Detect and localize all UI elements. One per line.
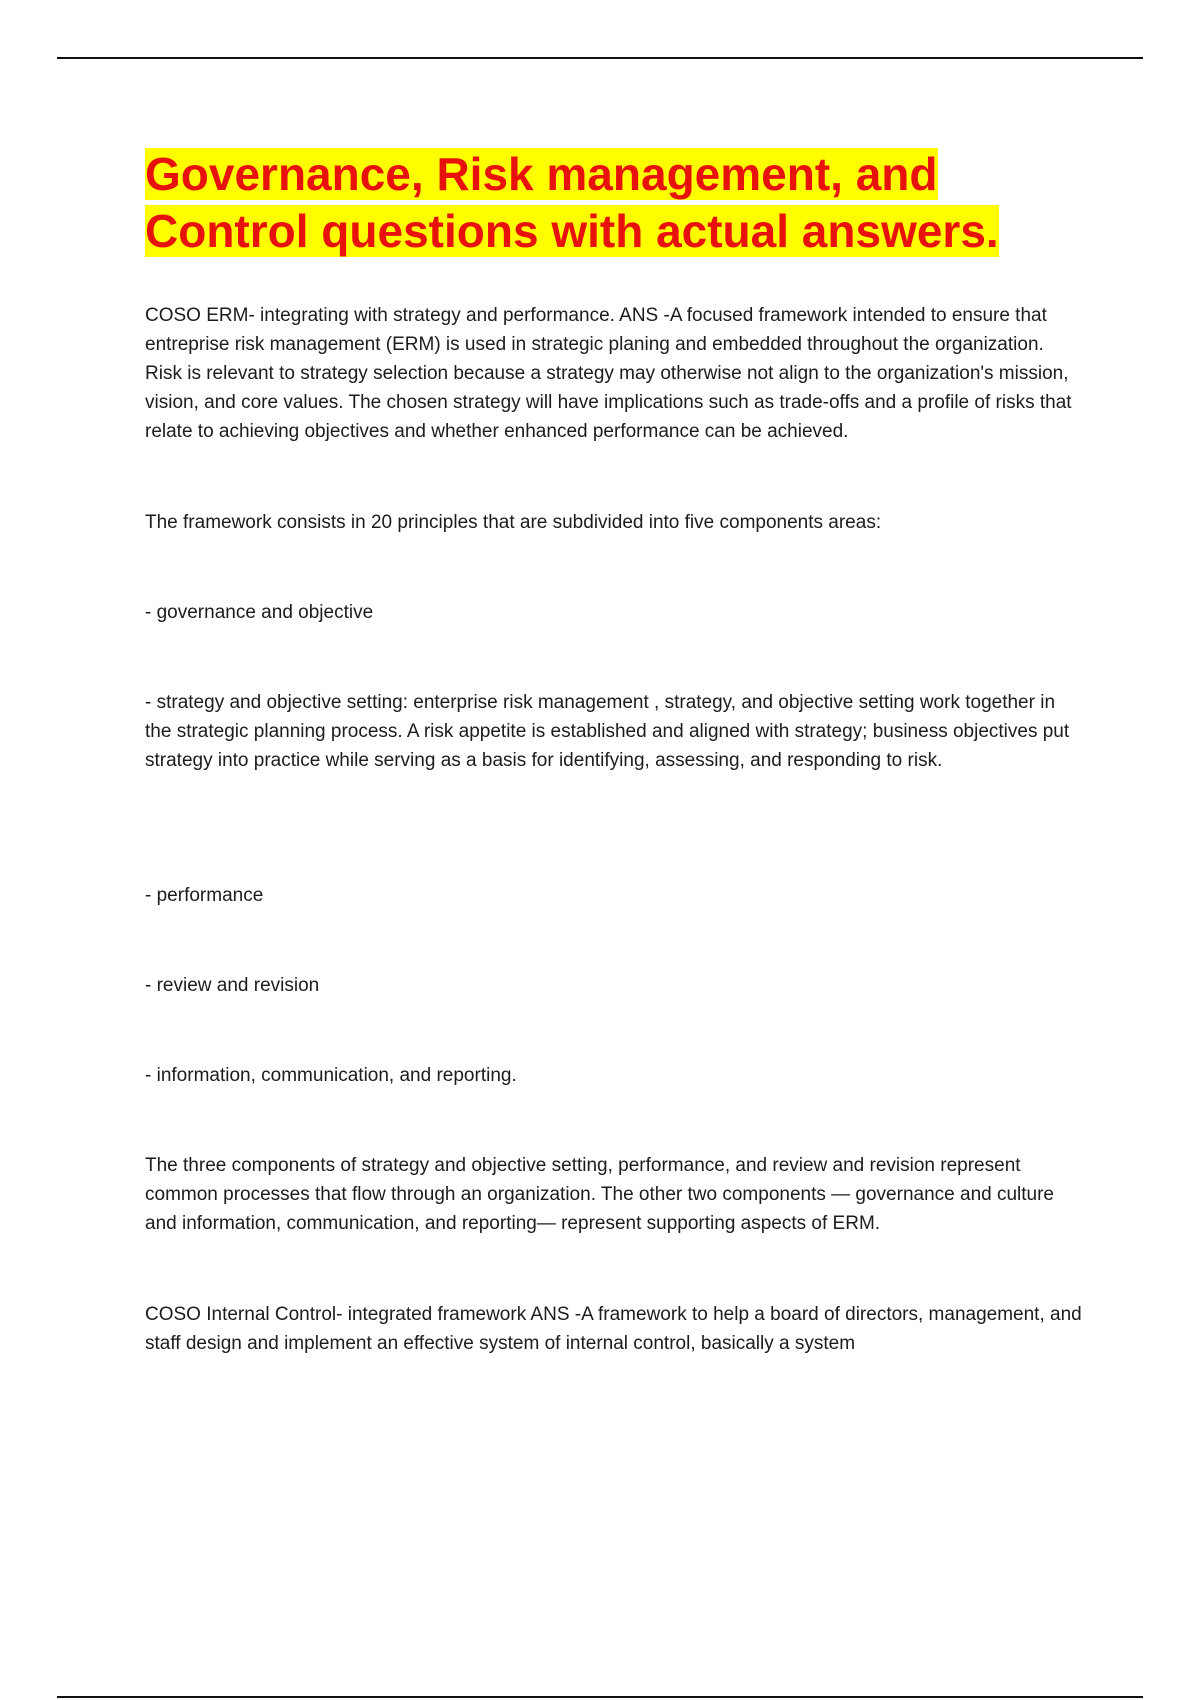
header-rule — [57, 57, 1143, 59]
spacer — [145, 1090, 1085, 1151]
list-item-strategy: - strategy and objective setting: enterprise risk management , strategy, and objective setting work together in the strategic planning process. A risk appetite is established and aligned with strategy; business objectives put strategy into practice while serving as a basis for identifying, assessing, and responding to risk. — [145, 692, 1070, 771]
list-item-performance: - performance — [145, 885, 264, 906]
list-item-information: - information, communication, and reporting. — [145, 1065, 517, 1086]
spacer — [145, 775, 1085, 881]
spacer — [145, 446, 1085, 508]
document-title-text: Governance, Risk management, and Control questions with actual answers. — [145, 148, 999, 257]
paragraph-coso-erm: COSO ERM- integrating with strategy and performance. ANS -A focused framework intended to ensure that entreprise risk management (ERM) is used in strategic planing and embedded throughout the organization. Risk is relevant to strategy selection because a strategy may otherwise not align to the organization's mission, vision, and core values. The chosen strategy will have implications such as trade-offs and a profile of risks that relate to achieving objectives and whether enhanced performance can be achieved. — [145, 305, 1072, 442]
spacer — [145, 537, 1085, 598]
spacer — [145, 627, 1085, 688]
paragraph-framework-intro: The framework consists in 20 principles that are subdivided into five components areas: — [145, 512, 882, 533]
title-block — [145, 146, 1105, 260]
spacer — [145, 1000, 1085, 1061]
paragraph-coso-internal-control: COSO Internal Control- integrated framework ANS -A framework to help a board of directors, management, and staff design and implement an effective system of internal control, basically a system — [145, 1304, 1082, 1354]
footer-rule — [57, 1696, 1143, 1698]
paragraph-three-components: The three components of strategy and objective setting, performance, and review and revision represent common processes that flow through an organization. The other two components — governance and culture and information, communication, and reporting— represent supporting aspects of ERM. — [145, 1155, 1055, 1234]
spacer — [145, 1238, 1085, 1300]
document-title — [145, 146, 1105, 260]
document-body — [145, 301, 1085, 1358]
spacer — [145, 910, 1085, 971]
list-item-review: - review and revision — [145, 975, 320, 996]
list-item-governance: - governance and objective — [145, 602, 374, 623]
